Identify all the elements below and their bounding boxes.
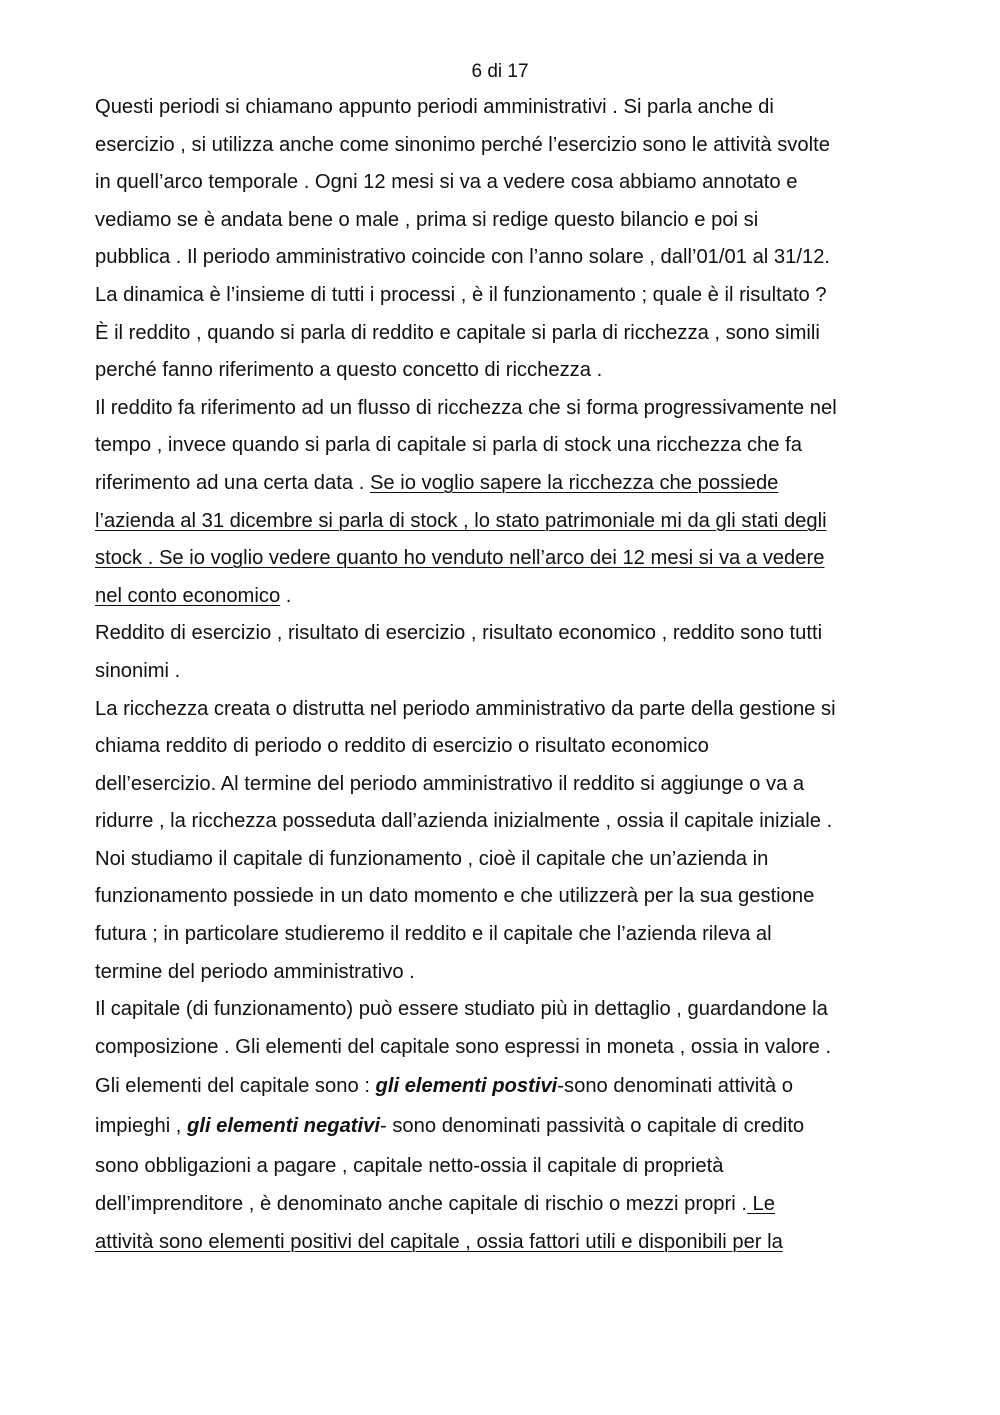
text-line: sono obbligazioni a pagare , capitale netto-ossia il capitale di proprietà <box>95 1155 724 1178</box>
text-line: sinonimi . <box>95 659 181 682</box>
text-line: futura ; in particolare studieremo il reddito e il capitale che l’azienda rileva al <box>95 923 772 946</box>
text-line: Noi studiamo il capitale di funzionamento , cioè il capitale che un’azienda in <box>95 847 769 870</box>
text-line: vediamo se è andata bene o male , prima si redige questo bilancio e poi si <box>95 208 759 231</box>
text-line: ridurre , la ricchezza posseduta dall’azienda inizialmente , ossia il capitale iniziale . <box>95 810 833 833</box>
text-line: Il capitale (di funzionamento) può essere studiato più in dettaglio , guardandone la <box>95 998 828 1021</box>
text-line: La ricchezza creata o distrutta nel periodo amministrativo da parte della gestione si <box>95 697 836 720</box>
text-line <box>95 503 915 541</box>
text-line: dell’esercizio. Al termine del periodo amministrativo il reddito si aggiunge o va a <box>95 772 805 795</box>
page-number: 6 di 17 <box>471 61 529 82</box>
text-line: Questi periodi si chiamano appunto periodi amministrativi . Si parla anche di <box>95 96 774 118</box>
underlined-text: stock . Se io voglio vedere quanto ho venduto nell’arco dei 12 mesi si va a vedere <box>95 547 825 570</box>
text-line: pubblica . Il periodo amministrativo coincide con l’anno solare , dall’01/01 al 31/12. <box>95 246 831 269</box>
underlined-text: attività sono elementi positivi del capitale , ossia fattori utili e disponibili per la <box>95 1231 783 1254</box>
text-line: in quell’arco temporale . Ogni 12 mesi si va a vedere cosa abbiamo annotato e <box>95 171 798 194</box>
bold-italic-term: gli elementi negativi <box>187 1115 380 1138</box>
text-line: La dinamica è l’insieme di tutti i processi , è il funzionamento ; quale è il risultato ? <box>95 283 827 306</box>
text-line <box>95 1224 915 1262</box>
text-line: termine del periodo amministrativo . <box>95 960 415 983</box>
text-line: nel conto economico . <box>95 584 292 607</box>
text-line: Gli elementi del capitale sono : gli elementi postivi-sono denominati attività o <box>95 1075 793 1098</box>
text-line: Reddito di esercizio , risultato di esercizio , risultato economico , reddito sono tutti <box>95 622 823 645</box>
text-line: composizione . Gli elementi del capitale sono espressi in moneta , ossia in valore . <box>95 1035 832 1058</box>
body-text <box>95 89 915 1262</box>
text-line: Il reddito fa riferimento ad un flusso di ricchezza che si forma progressivamente nel <box>95 396 837 419</box>
text-line: funzionamento possiede in un dato momento e che utilizzerà per la sua gestione <box>95 885 815 908</box>
text-line: esercizio , si utilizza anche come sinonimo perché l’esercizio sono le attività svolte <box>95 133 830 156</box>
underlined-text: nel conto economico <box>95 584 281 607</box>
text-line: impieghi , gli elementi negativi- sono denominati passività o capitale di credito <box>95 1115 805 1138</box>
text-line: perché fanno riferimento a questo concetto di ricchezza . <box>95 359 603 382</box>
text-line: tempo , invece quando si parla di capitale si parla di stock una ricchezza che fa <box>95 434 802 457</box>
text-line: È il reddito , quando si parla di reddito e capitale si parla di ricchezza , sono simili <box>95 321 820 344</box>
underlined-text: Se io voglio sapere la ricchezza che possiede <box>369 471 779 494</box>
text-line <box>95 540 915 578</box>
underlined-text: l’azienda al 31 dicembre si parla di stock , lo stato patrimoniale mi da gli stati degli <box>95 509 827 532</box>
underlined-text: Le <box>746 1193 776 1216</box>
text-line: riferimento ad una certa data . Se io voglio sapere la ricchezza che possiede <box>95 471 779 494</box>
text-line: dell’imprenditore , è denominato anche capitale di rischio o mezzi propri . Le <box>95 1193 776 1216</box>
text-line: chiama reddito di periodo o reddito di esercizio o risultato economico <box>95 735 709 758</box>
bold-italic-term: gli elementi postivi <box>375 1075 558 1098</box>
